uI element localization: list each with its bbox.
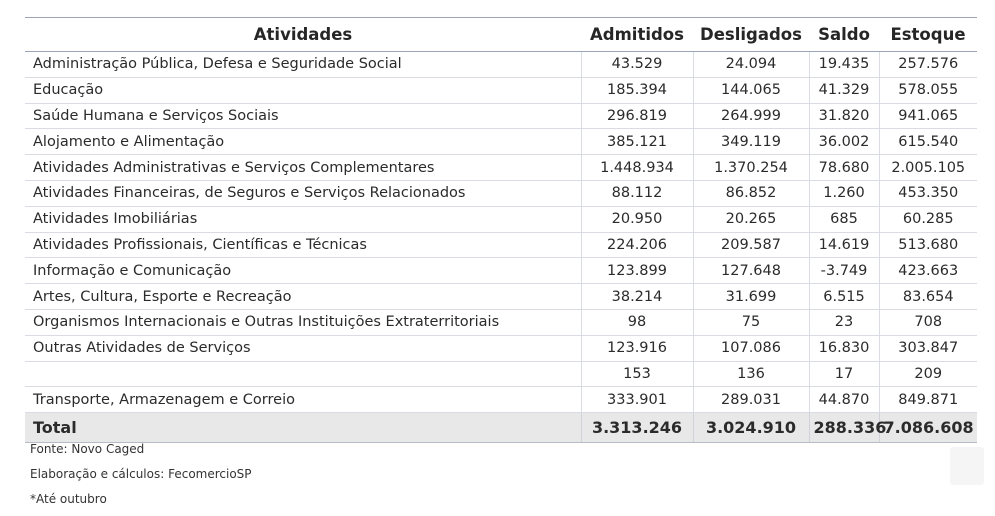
cell-estoque: 578.055 <box>879 77 977 103</box>
cell-admitidos: 123.916 <box>581 335 693 361</box>
cell-desligados: 107.086 <box>693 335 809 361</box>
cell-admitidos: 38.214 <box>581 284 693 310</box>
cell-admitidos: 224.206 <box>581 232 693 258</box>
table-row <box>25 180 977 206</box>
cell-admitidos: 43.529 <box>581 52 693 78</box>
table-row <box>25 335 977 361</box>
cell-atividade: Saúde Humana e Serviços Sociais <box>25 103 581 129</box>
cell-saldo: 78.680 <box>809 155 879 181</box>
cell-desligados: 75 <box>693 309 809 335</box>
cell-saldo: 1.260 <box>809 180 879 206</box>
cell-atividade: Administração Pública, Defesa e Seguridade Social <box>25 52 581 78</box>
cell-atividade: Atividades Profissionais, Científicas e Técnicas <box>25 232 581 258</box>
cell-atividade: Atividades Financeiras, de Seguros e Serviços Relacionados <box>25 180 581 206</box>
table-body <box>25 52 977 413</box>
period-note: *Até outubro <box>30 492 107 506</box>
table-row <box>25 387 977 413</box>
table-row <box>25 309 977 335</box>
cell-atividade: Informação e Comunicação <box>25 258 581 284</box>
table-header-row <box>25 18 977 52</box>
cell-saldo: 31.820 <box>809 103 879 129</box>
cell-atividade: Atividades Administrativas e Serviços Complementares <box>25 155 581 181</box>
header-desligados: Desligados <box>693 18 809 52</box>
header-atividades: Atividades <box>25 18 581 52</box>
cell-atividade: Alojamento e Alimentação <box>25 129 581 155</box>
cell-admitidos: 20.950 <box>581 206 693 232</box>
cell-estoque: 2.005.105 <box>879 155 977 181</box>
cell-desligados: 20.265 <box>693 206 809 232</box>
services-employment-table <box>25 17 977 443</box>
cell-estoque: 849.871 <box>879 387 977 413</box>
source-note: Fonte: Novo Caged <box>30 442 145 456</box>
total-desligados: 3.024.910 <box>693 413 809 443</box>
cell-desligados: 86.852 <box>693 180 809 206</box>
cell-estoque: 941.065 <box>879 103 977 129</box>
footnotes <box>30 441 252 516</box>
cell-admitidos: 153 <box>581 361 693 387</box>
cell-desligados: 144.065 <box>693 77 809 103</box>
cell-saldo: 16.830 <box>809 335 879 361</box>
cell-saldo: 685 <box>809 206 879 232</box>
table-row <box>25 52 977 78</box>
cell-saldo: 36.002 <box>809 129 879 155</box>
watermark-box <box>950 447 984 485</box>
cell-admitidos: 385.121 <box>581 129 693 155</box>
table-row <box>25 103 977 129</box>
table-row <box>25 284 977 310</box>
cell-admitidos: 123.899 <box>581 258 693 284</box>
cell-estoque: 423.663 <box>879 258 977 284</box>
cell-saldo: 17 <box>809 361 879 387</box>
header-estoque: Estoque <box>879 18 977 52</box>
cell-atividade: Outras Atividades de Serviços <box>25 335 581 361</box>
cell-atividade: Artes, Cultura, Esporte e Recreação <box>25 284 581 310</box>
cell-estoque: 60.285 <box>879 206 977 232</box>
cell-desligados: 24.094 <box>693 52 809 78</box>
cell-admitidos: 88.112 <box>581 180 693 206</box>
cell-desligados: 209.587 <box>693 232 809 258</box>
total-estoque: 7.086.608 <box>879 413 977 443</box>
header-saldo: Saldo <box>809 18 879 52</box>
cell-desligados: 31.699 <box>693 284 809 310</box>
table-row <box>25 258 977 284</box>
cell-desligados: 349.119 <box>693 129 809 155</box>
table-row <box>25 232 977 258</box>
cell-atividade: Organismos Internacionais e Outras Instituições Extraterritoriais <box>25 309 581 335</box>
total-admitidos: 3.313.246 <box>581 413 693 443</box>
cell-saldo: -3.749 <box>809 258 879 284</box>
total-label: Total <box>25 413 581 443</box>
cell-estoque: 615.540 <box>879 129 977 155</box>
cell-saldo: 41.329 <box>809 77 879 103</box>
cell-desligados: 264.999 <box>693 103 809 129</box>
cell-estoque: 453.350 <box>879 180 977 206</box>
cell-saldo: 44.870 <box>809 387 879 413</box>
cell-atividade: Transporte, Armazenagem e Correio <box>25 387 581 413</box>
cell-admitidos: 185.394 <box>581 77 693 103</box>
cell-estoque: 708 <box>879 309 977 335</box>
cell-saldo: 14.619 <box>809 232 879 258</box>
cell-saldo: 23 <box>809 309 879 335</box>
table-row <box>25 77 977 103</box>
cell-desligados: 289.031 <box>693 387 809 413</box>
cell-estoque: 83.654 <box>879 284 977 310</box>
table-row <box>25 206 977 232</box>
cell-atividade: Atividades Imobiliárias <box>25 206 581 232</box>
cell-saldo: 19.435 <box>809 52 879 78</box>
total-saldo: 288.336 <box>809 413 879 443</box>
cell-admitidos: 333.901 <box>581 387 693 413</box>
cell-desligados: 136 <box>693 361 809 387</box>
cell-admitidos: 296.819 <box>581 103 693 129</box>
table-row <box>25 361 977 387</box>
cell-estoque: 303.847 <box>879 335 977 361</box>
elaboration-note: Elaboração e cálculos: FecomercioSP <box>30 467 252 481</box>
cell-estoque: 513.680 <box>879 232 977 258</box>
cell-desligados: 127.648 <box>693 258 809 284</box>
table-row <box>25 155 977 181</box>
cell-atividade: Educação <box>25 77 581 103</box>
cell-atividade <box>25 361 581 387</box>
cell-saldo: 6.515 <box>809 284 879 310</box>
cell-estoque: 209 <box>879 361 977 387</box>
table-row <box>25 129 977 155</box>
cell-admitidos: 98 <box>581 309 693 335</box>
total-row <box>25 413 977 443</box>
cell-estoque: 257.576 <box>879 52 977 78</box>
header-admitidos: Admitidos <box>581 18 693 52</box>
cell-admitidos: 1.448.934 <box>581 155 693 181</box>
cell-desligados: 1.370.254 <box>693 155 809 181</box>
